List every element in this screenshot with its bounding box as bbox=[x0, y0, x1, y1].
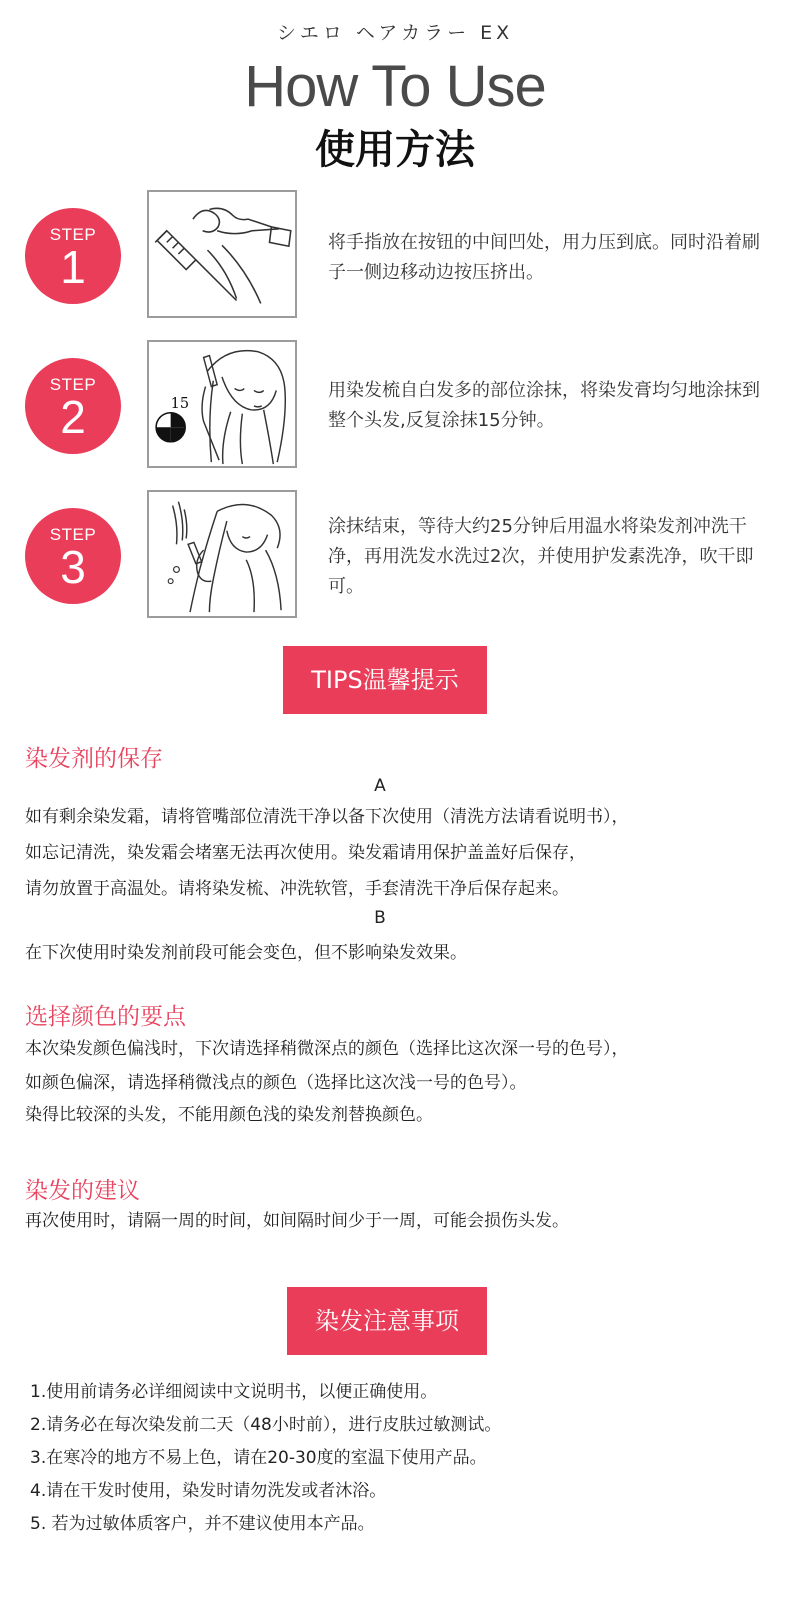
storage-a-line: 请勿放置于高温处。请将染发梳、冲洗软管，手套清洗干净后保存起来。 bbox=[25, 879, 569, 899]
section-heading-storage: 染发剂的保存 bbox=[25, 746, 163, 772]
step-1-badge bbox=[25, 208, 121, 304]
page-title-cn: 使用方法 bbox=[315, 127, 475, 173]
step-1-text: 将手指放在按钮的中间凹处，用力压到底。同时沿着刷子一侧边移动边按压挤出。 bbox=[328, 232, 760, 283]
clock-icon bbox=[156, 413, 185, 442]
step-1-illustration bbox=[147, 190, 297, 318]
advice-line: 再次使用时，请隔一周的时间，如间隔时间少于一周，可能会损伤头发。 bbox=[25, 1211, 569, 1231]
notice-list bbox=[30, 1376, 770, 1541]
step-number: 1 bbox=[60, 241, 86, 293]
list-item: 3.在寒冷的地方不易上色，请在20-30度的室温下使用产品。 bbox=[30, 1448, 487, 1468]
color-line: 如颜色偏深，请选择稍微浅点的颜色（选择比这次浅一号的色号）。 bbox=[25, 1073, 527, 1093]
clock-label: 15 bbox=[170, 395, 190, 412]
woman-rinsing-illustration bbox=[149, 492, 295, 616]
list-item: 1.使用前请务必详细阅读中文说明书，以便正确使用。 bbox=[30, 1382, 438, 1402]
notice-button[interactable]: 染发注意事项 bbox=[287, 1287, 487, 1355]
step-number: 3 bbox=[60, 541, 86, 593]
color-line: 本次染发颜色偏浅时，下次请选择稍微深点的颜色（选择比这次深一号的色号）， bbox=[25, 1039, 629, 1059]
step-label: STEP bbox=[49, 525, 97, 544]
list-item: 2.请务必在每次染发前二天（48小时前），进行皮肤过敏测试。 bbox=[30, 1415, 502, 1435]
step-label: STEP bbox=[49, 225, 97, 244]
step-3-illustration bbox=[147, 490, 297, 618]
step-3-text: 涂抹结束，等待大约25分钟后用温水将染发剂冲洗干净，再用洗发水洗过2次，并使用护发素洗净，吹干即可。 bbox=[328, 516, 754, 597]
brand-name: シエロ ヘアカラー EX bbox=[276, 22, 514, 44]
page-title-en: How To Use bbox=[244, 54, 546, 119]
storage-item-a-label: A bbox=[374, 776, 386, 796]
step-label: STEP bbox=[49, 375, 97, 394]
step-2-illustration bbox=[147, 340, 297, 468]
list-item: 5. 若为过敏体质客户，并不建议使用本产品。 bbox=[30, 1514, 375, 1534]
tips-button[interactable]: TIPS温馨提示 bbox=[283, 646, 487, 714]
step-2-text: 用染发梳自白发多的部位涂抹，将染发膏均匀地涂抹到整个头发,反复涂抹15分钟。 bbox=[328, 380, 760, 431]
woman-combing-illustration bbox=[149, 342, 295, 466]
storage-b-line: 在下次使用时染发剂前段可能会变色，但不影响染发效果。 bbox=[25, 943, 467, 963]
step-number: 2 bbox=[60, 391, 86, 443]
section-heading-advice: 染发的建议 bbox=[25, 1178, 140, 1204]
storage-item-b-label: B bbox=[374, 908, 386, 928]
color-line: 染得比较深的头发，不能用颜色浅的染发剂替换颜色。 bbox=[25, 1105, 433, 1125]
step-2-badge bbox=[25, 358, 121, 454]
list-item: 4.请在干发时使用，染发时请勿洗发或者沐浴。 bbox=[30, 1481, 387, 1501]
storage-a-line: 如有剩余染发霜，请将管嘴部位清洗干净以备下次使用（清洗方法请看说明书）， bbox=[25, 807, 629, 827]
section-heading-color: 选择颜色的要点 bbox=[25, 1004, 186, 1030]
hand-brush-illustration bbox=[149, 192, 295, 316]
storage-a-line: 如忘记清洗，染发霜会堵塞无法再次使用。染发霜请用保护盖盖好后保存， bbox=[25, 843, 586, 863]
step-3-badge bbox=[25, 508, 121, 604]
